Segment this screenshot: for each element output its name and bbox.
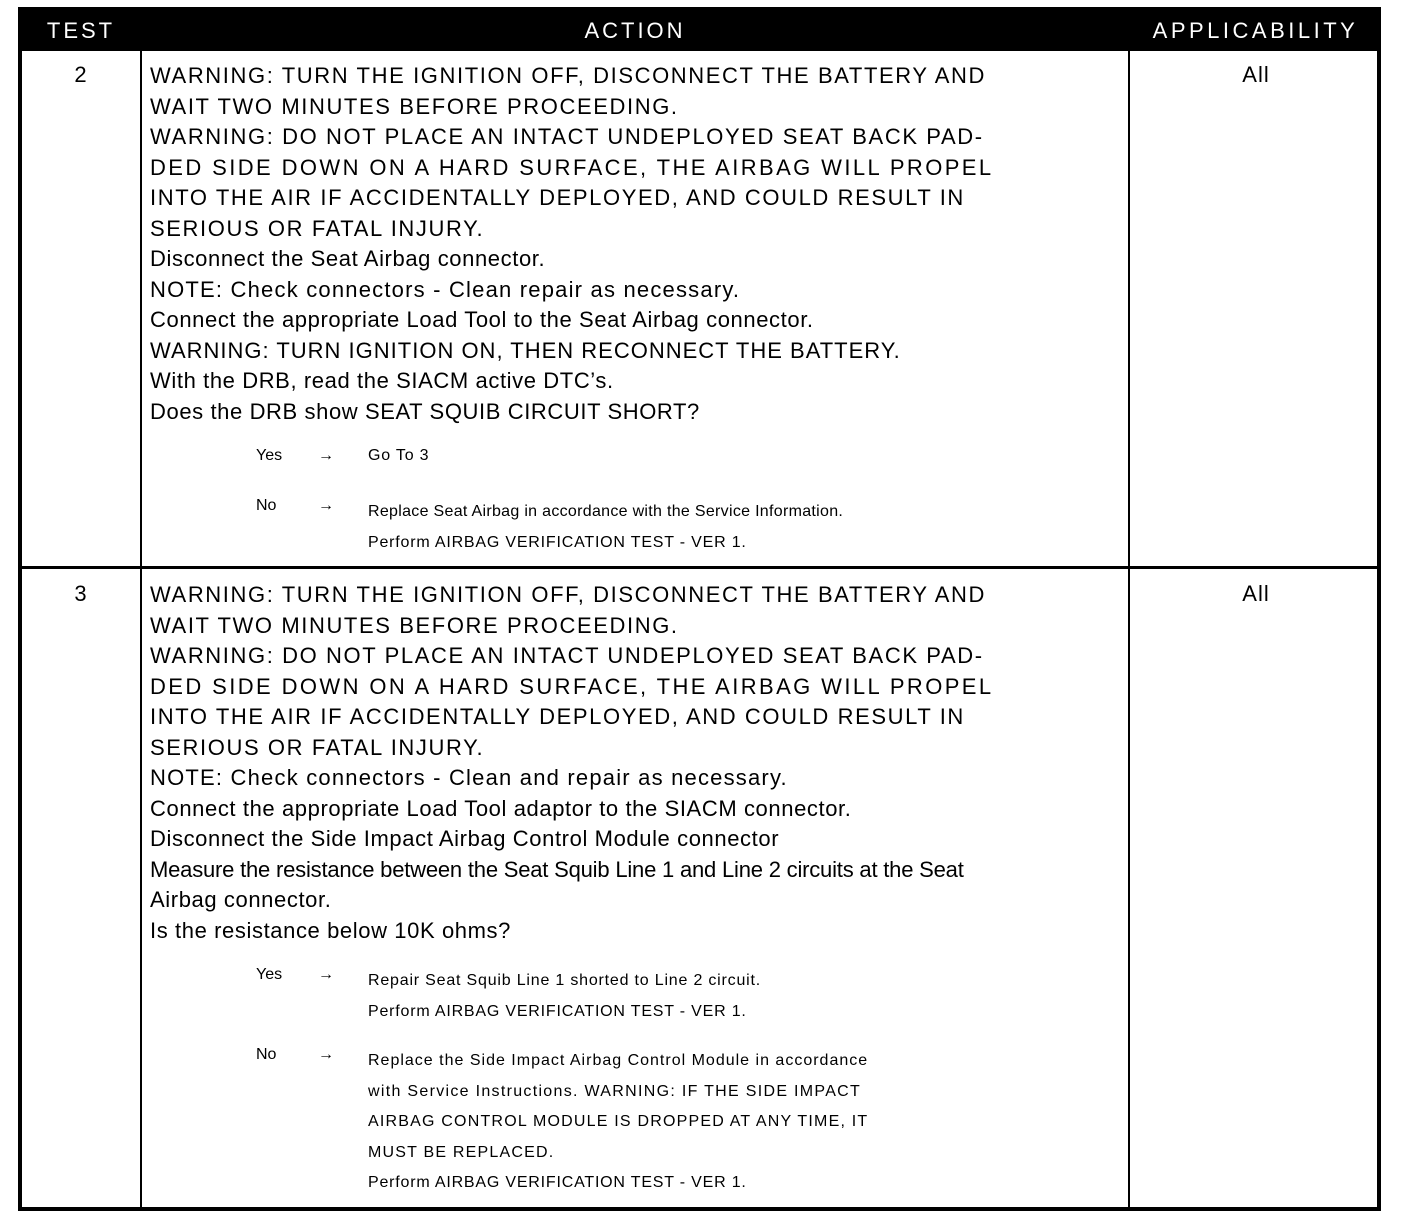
action-line: WAIT TWO MINUTES BEFORE PROCEEDING. [150, 612, 679, 638]
test-number: 3 [74, 581, 88, 606]
header-test: TEST [46, 18, 116, 43]
action-line: WARNING: TURN IGNITION ON, THEN RECONNECT THE BATTERY. [150, 337, 901, 363]
answer-label: Yes [256, 966, 283, 983]
action-line: INTO THE AIR IF ACCIDENTALLY DEPLOYED, AND COULD RESULT IN [150, 185, 965, 210]
action-line: WARNING: TURN THE IGNITION OFF, DISCONNECT THE BATTERY AND [150, 582, 986, 607]
column-divider-test [140, 51, 142, 1207]
answer-label: Yes [256, 447, 283, 464]
action-line: WARNING: DO NOT PLACE AN INTACT UNDEPLOYED SEAT BACK PAD- [150, 643, 984, 668]
arrow-right-icon: → [318, 966, 334, 983]
action-line: WARNING: TURN THE IGNITION OFF, DISCONNECT THE BATTERY AND [150, 63, 986, 88]
action-line: NOTE: Check connectors - Clean and repair as necessary. [150, 765, 788, 790]
action-block [150, 61, 1122, 427]
action-line: INTO THE AIR IF ACCIDENTALLY DEPLOYED, AND COULD RESULT IN [150, 704, 965, 729]
action-block [150, 580, 1122, 946]
answer-label: No [256, 497, 277, 514]
arrow-right-icon: → [318, 1046, 334, 1063]
arrow-right-icon: → [318, 497, 334, 514]
action-line: Disconnect the Side Impact Airbag Control Module connector [150, 826, 780, 851]
action-line: WARNING: DO NOT PLACE AN INTACT UNDEPLOYED SEAT BACK PAD- [150, 124, 984, 149]
action-line: NOTE: Check connectors - Clean repair as necessary. [150, 276, 741, 302]
applicability-value: All [1242, 62, 1270, 87]
header-action: ACTION [584, 18, 686, 43]
answer-text: Replace the Side Impact Airbag Control Module in accordance with Service Instructions. WARNING: IF THE SIDE IMPACT AIRBAG CONTROL MODULE IS DROPPED AT ANY TIME, IT MUST BE REPLACED. Perform AIRBAG VERIFICATION TEST - VER 1. [368, 1052, 869, 1191]
action-line: Airbag connector. [150, 887, 332, 912]
action-line: Does the DRB show SEAT SQUIB CIRCUIT SHORT? [150, 398, 700, 424]
action-line: WAIT TWO MINUTES BEFORE PROCEEDING. [150, 93, 679, 119]
test-number: 2 [74, 62, 88, 87]
action-line: Measure the resistance between the Seat Squib Line 1 and Line 2 circuits at the Seat [150, 856, 964, 882]
action-line: Connect the appropriate Load Tool adaptor to the SIACM connector. [150, 795, 852, 821]
answer-label: No [256, 1046, 277, 1063]
action-line: DED SIDE DOWN ON A HARD SURFACE, THE AIRBAG WILL PROPEL [150, 673, 994, 699]
action-line: SERIOUS OR FATAL INJURY. [150, 215, 485, 241]
answer-text: Repair Seat Squib Line 1 shorted to Line 2 circuit. Perform AIRBAG VERIFICATION TEST - VER 1. [368, 972, 762, 1020]
column-divider-applicability [1128, 51, 1130, 1207]
action-line: Is the resistance below 10K ohms? [150, 917, 511, 943]
answer-text: Go To 3 [368, 447, 430, 464]
action-line: DED SIDE DOWN ON A HARD SURFACE, THE AIRBAG WILL PROPEL [150, 154, 994, 180]
diagnostic-table [18, 7, 1381, 1211]
answer-text: Replace Seat Airbag in accordance with the Service Information. Perform AIRBAG VERIFICATION TEST - VER 1. [368, 503, 844, 551]
action-line: SERIOUS OR FATAL INJURY. [150, 734, 485, 760]
row-divider [22, 566, 1377, 569]
header-applicability: APPLICABILITY [1152, 18, 1359, 43]
table-header [22, 11, 1377, 51]
action-line: Connect the appropriate Load Tool to the Seat Airbag connector. [150, 307, 814, 332]
applicability-value: All [1242, 581, 1270, 606]
arrow-right-icon: → [318, 447, 334, 464]
action-line: Disconnect the Seat Airbag connector. [150, 246, 546, 271]
action-line: With the DRB, read the SIACM active DTC’s. [150, 368, 614, 393]
